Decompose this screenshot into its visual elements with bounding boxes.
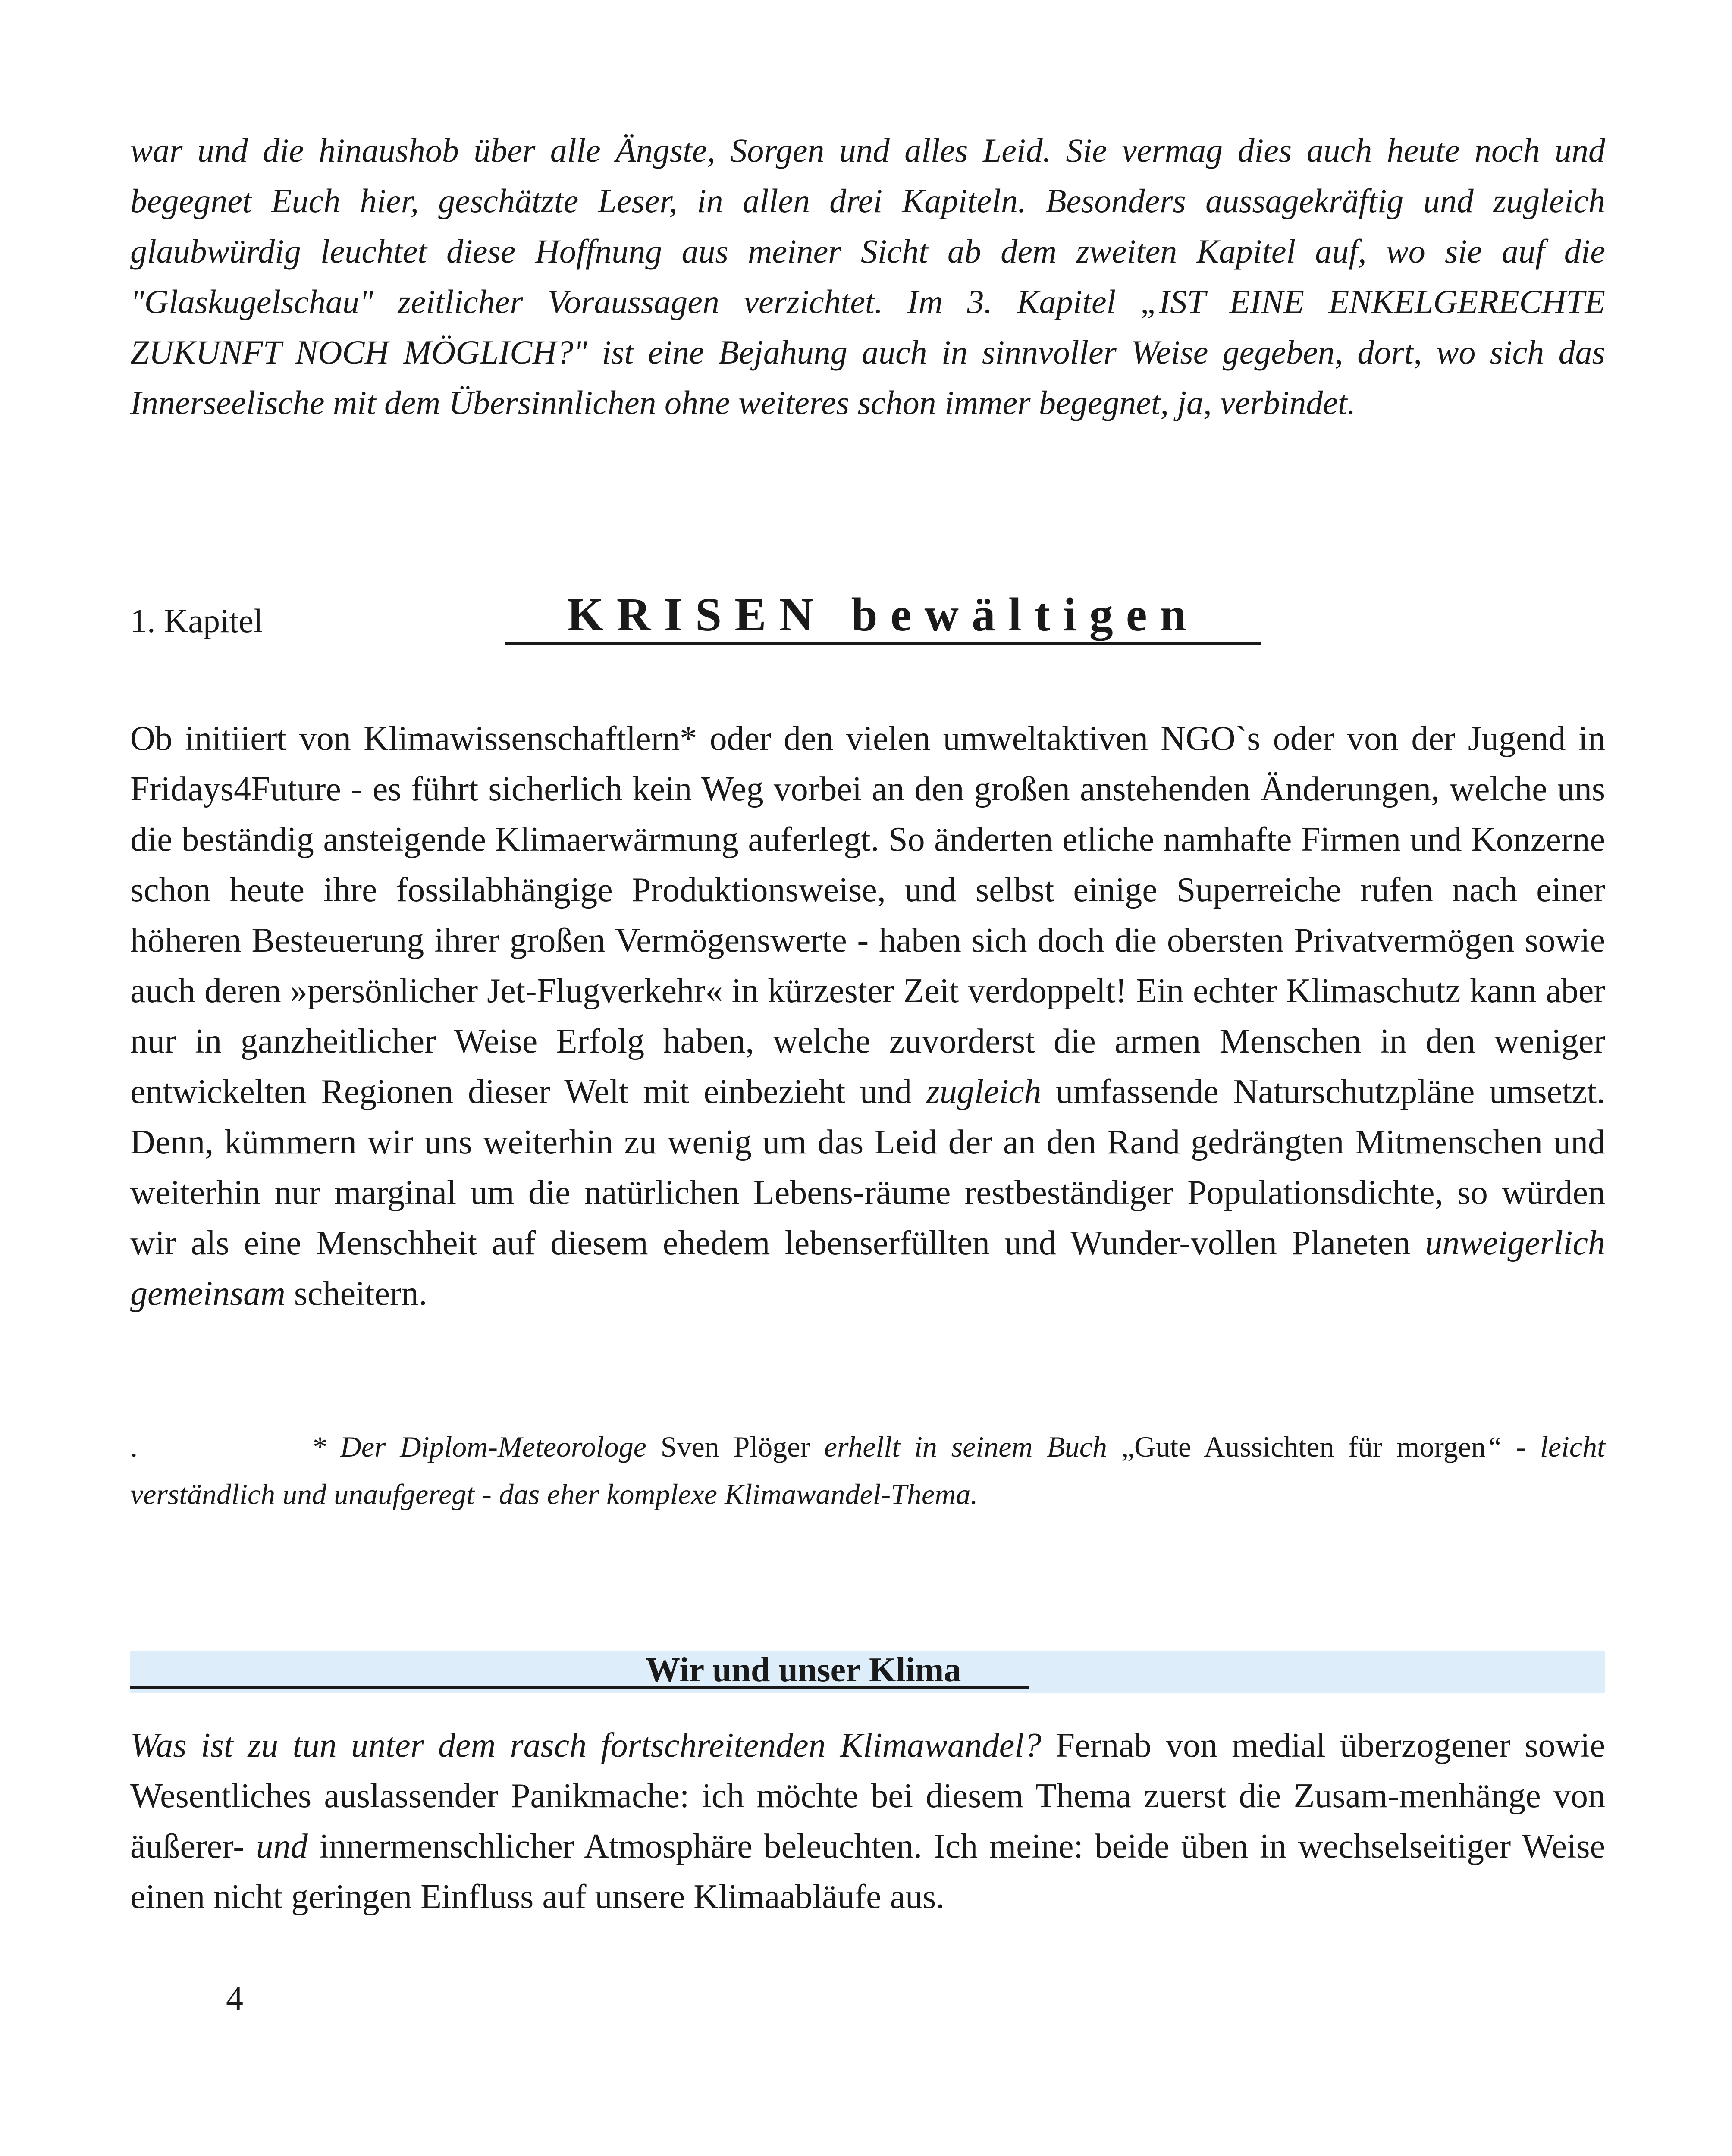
intro-text: war und die hinaushob über alle Ängste, Sorgen und alles Leid. Sie vermag dies auch heute noch und begegnet Euch hier, geschätzte Leser, in allen drei Kapiteln. Besonders aussagekräftig und zugleich glaubwürdig leuchtet diese Hoffnung aus meiner Sicht ab dem zweiten Kapitel auf, wo sie auf die "Glaskugelschau" zeitlicher Voraussagen verzichtet. Im 3. Kapitel „IST EINE ENKELGERECHTE ZUKUNFT NOCH MÖGLICH?" ist eine Bejahung auch in sinnvoller Weise gegeben, dort, wo sich das Innerseelische mit dem Übersinnlichen ohne weiteres schon immer begegnet, ja, verbindet. xyxy=(130,132,1605,421)
section-title: Wir und unser Klima xyxy=(646,1651,961,1689)
chapter-label: 1. Kapitel xyxy=(130,602,263,639)
intro-paragraph xyxy=(130,125,1605,428)
section-text-part-1: Fernab von medial überzogener sowie Wesentliches auslassender Panikmache: ich möchte bei diesem Thema zuerst die Zusam-menhänge von äußerer- xyxy=(130,1727,1606,1865)
chapter-body-text xyxy=(130,714,1605,1319)
section-emphasis-und: und xyxy=(256,1827,308,1865)
footnote-text xyxy=(130,1423,1605,1518)
footnote-marker: . xyxy=(130,1430,138,1463)
footnote xyxy=(130,1423,1605,1518)
section-paragraph xyxy=(130,1720,1605,1922)
body-text-part-3: scheitern. xyxy=(294,1275,427,1313)
footnote-italic-2: erhellt in seinem Buch xyxy=(824,1430,1108,1463)
section-text xyxy=(130,1720,1605,1922)
body-emphasis-zugleich: zugleich xyxy=(926,1073,1042,1111)
body-emphasis-unweigerlich: unweigerlich gemeinsam xyxy=(130,1224,1605,1313)
page-number: 4 xyxy=(226,1980,243,2018)
footnote-book-title: „Gute Aussichten für morgen xyxy=(1121,1430,1486,1463)
section-lead-question: Was ist zu tun unter dem rasch fortschreitenden Klimawandel? xyxy=(130,1727,1042,1764)
section-text-part-2: innermenschlicher Atmosphäre beleuchten. Ich meine: beide üben in wechselseitiger Weise einen nicht geringen Einfluss auf unsere Klimaabläufe aus. xyxy=(130,1827,1606,1916)
footnote-italic-3: “ - leicht verständlich und unaufgeregt - das eher komplexe Klimawandel-Thema. xyxy=(130,1430,1605,1510)
body-text-part-1: Ob initiiert von Klimawissenschaftlern* oder den vielen umweltaktiven NGO`s oder von der Jugend in Fridays4Future - es führt sicherlich kein Weg vorbei an den großen anstehenden Änderungen, welche uns die beständig ansteigende Klimaerwärmung auferlegt. So änderten etliche namhafte Firmen und Konzerne schon heute ihre fossilabhängige Produktionsweise, und selbst einige Superreiche rufen nach einer höheren Besteuerung ihrer großen Vermögenswerte - haben sich doch die obersten Privatvermögen sowie auch deren »persönlicher Jet-Flugverkehr« in kürzester Zeit verdoppelt! Ein echter Klimaschutz kann aber nur in ganzheitlicher Weise Erfolg haben, welche zuvorderst die armen Menschen in den weniger entwickelten Regionen dieser Welt mit einbezieht und xyxy=(130,720,1605,1111)
chapter-title: KRISEN bewältigen xyxy=(505,591,1261,645)
chapter-heading xyxy=(130,588,1605,655)
footnote-italic-1: * Der Diplom-Meteorologe xyxy=(311,1430,646,1463)
section-heading-bar xyxy=(130,1651,1605,1693)
chapter-body-paragraph xyxy=(130,714,1605,1319)
body-text-part-2: umfassende Naturschutzpläne umsetzt. Denn, kümmern wir uns weiterhin zu wenig um das Leid der an den Rand gedrängten Mitmenschen und weiterhin nur marginal um die natürlichen Lebens-räume restbeständiger Populationsdichte, so würden wir als eine Menschheit auf diesem ehedem lebenserfüllten und Wunder-vollen Planeten xyxy=(130,1073,1605,1262)
footnote-author: Sven Plöger xyxy=(660,1430,810,1463)
